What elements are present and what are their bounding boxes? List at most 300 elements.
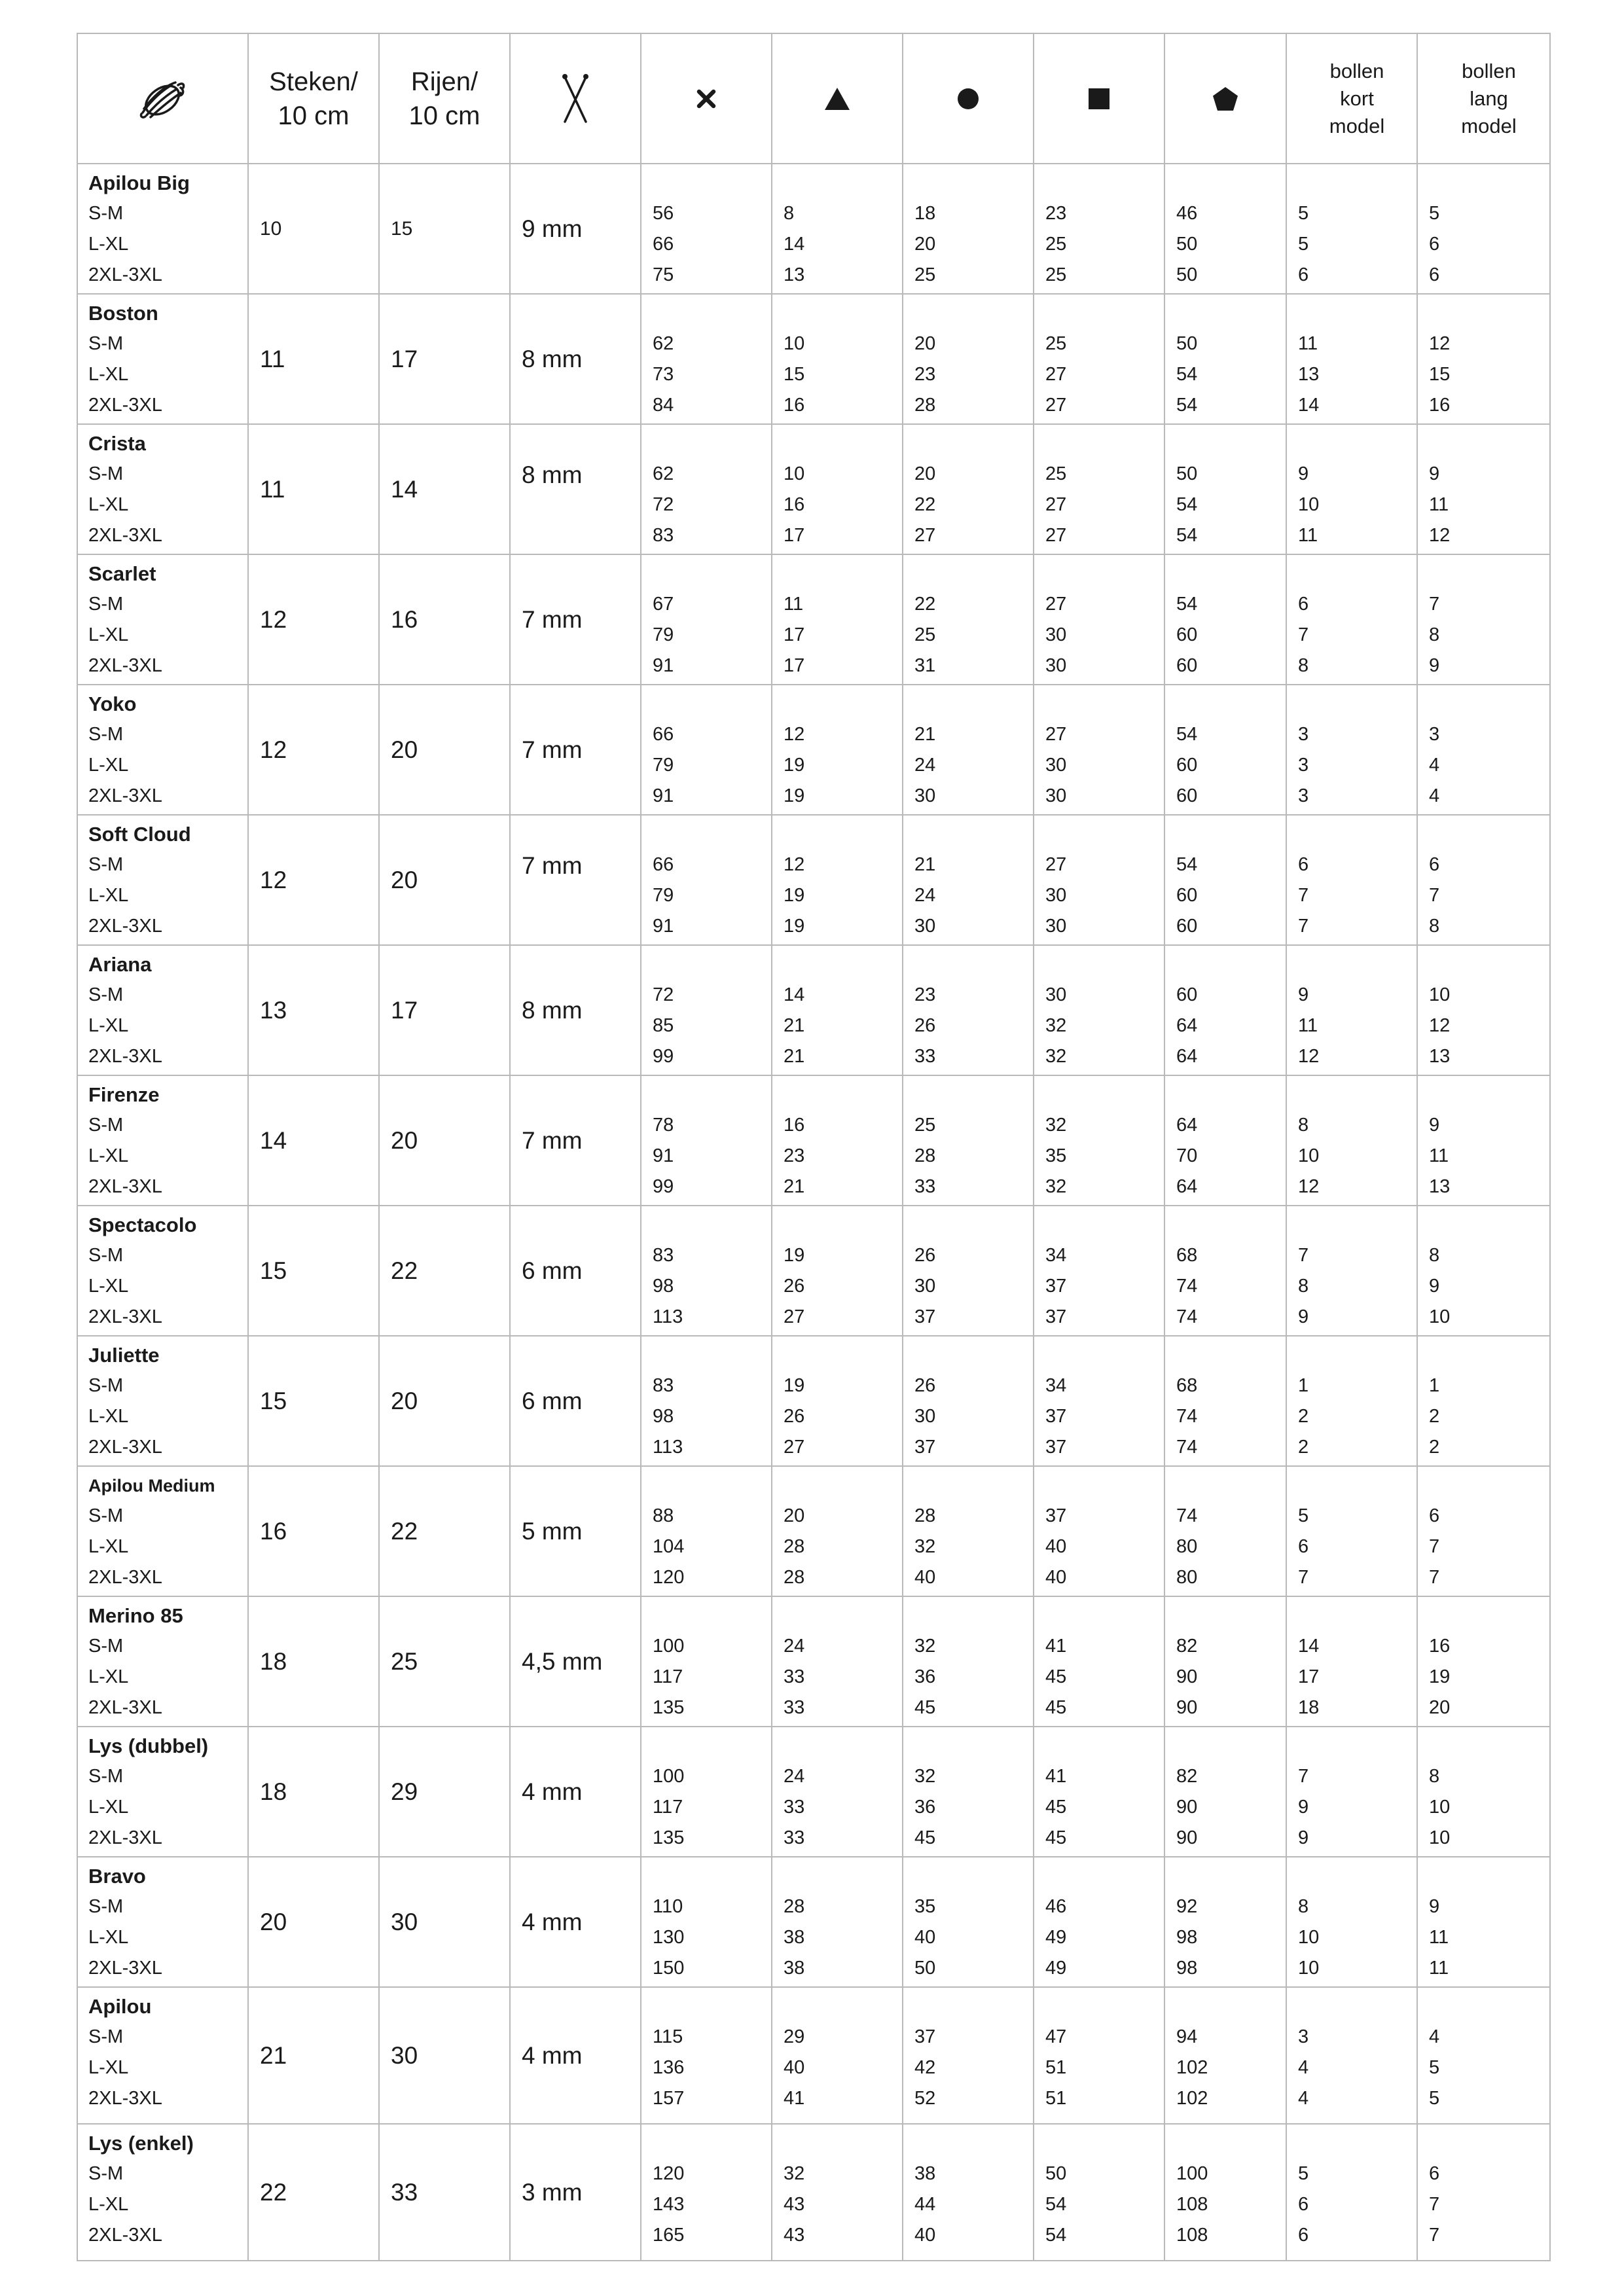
value: 19 — [784, 1245, 805, 1266]
value: 113 — [653, 1437, 683, 1458]
needle-cell: 7 mm — [510, 1075, 641, 1206]
value: 6 — [1429, 854, 1440, 875]
value: 4 — [1429, 755, 1440, 776]
cross-cell — [641, 2124, 772, 2261]
rows-cell: 30 — [379, 1857, 510, 1987]
value: 27 — [914, 525, 936, 546]
pentagon-cell — [1164, 1075, 1286, 1206]
value: 11 — [1298, 525, 1318, 546]
header-needles — [510, 33, 641, 164]
size-label: S-M — [88, 333, 124, 354]
value: 30 — [1045, 785, 1067, 806]
triangle-cell — [772, 1336, 903, 1466]
value: 4 — [1429, 785, 1440, 806]
square-cell — [1034, 1206, 1164, 1336]
value: 79 — [653, 624, 674, 645]
value: 8 — [1429, 1245, 1440, 1266]
stitches-cell: 18 — [248, 1596, 379, 1727]
long-cell — [1417, 1466, 1550, 1596]
cross-icon — [695, 88, 717, 110]
value: 117 — [653, 1797, 683, 1818]
rows-cell: 20 — [379, 1336, 510, 1466]
yarn-name: Apilou — [88, 1995, 152, 2018]
value: 50 — [1176, 333, 1198, 354]
table-row — [77, 424, 1550, 554]
value: 7 — [1298, 885, 1309, 906]
value: 8 — [1298, 1276, 1309, 1297]
value: 54 — [1176, 594, 1198, 615]
value: 83 — [653, 1245, 674, 1266]
long-cell — [1417, 1727, 1550, 1857]
value: 34 — [1045, 1245, 1067, 1266]
value: 10 — [1298, 494, 1320, 515]
value: 35 — [1045, 1145, 1067, 1166]
value: 20 — [914, 234, 936, 255]
circle-cell — [903, 1596, 1034, 1727]
value: 10 — [1429, 1797, 1451, 1818]
circle-cell — [903, 1206, 1034, 1336]
size-label: 2XL-3XL — [88, 916, 162, 937]
value: 66 — [653, 234, 674, 255]
value: 120 — [653, 1567, 685, 1588]
value: 45 — [914, 1827, 936, 1848]
cross-cell — [641, 1336, 772, 1466]
value: 60 — [1176, 755, 1198, 776]
size-label: L-XL — [88, 1797, 129, 1818]
value: 135 — [653, 1697, 685, 1718]
value: 50 — [914, 1958, 936, 1979]
cross-cell — [641, 1727, 772, 1857]
value: 40 — [914, 1927, 936, 1948]
triangle-cell — [772, 424, 903, 554]
long-cell — [1417, 2124, 1550, 2261]
yarn-name: Bravo — [88, 1865, 146, 1888]
pentagon-icon — [1212, 86, 1238, 111]
value: 11 — [1429, 1145, 1449, 1166]
square-icon — [1089, 88, 1110, 109]
value: 11 — [1429, 494, 1449, 515]
rows-cell: 16 — [379, 554, 510, 685]
cross-cell — [641, 685, 772, 815]
size-label: L-XL — [88, 885, 129, 906]
value: 5 — [1298, 203, 1309, 224]
value: 7 — [1298, 1766, 1309, 1787]
square-cell — [1034, 945, 1164, 1075]
triangle-icon — [824, 87, 850, 111]
size-label: L-XL — [88, 755, 129, 776]
long-cell — [1417, 815, 1550, 945]
cross-cell — [641, 424, 772, 554]
value: 4 — [1429, 2026, 1440, 2047]
triangle-cell — [772, 1987, 903, 2124]
stitches-cell: 12 — [248, 554, 379, 685]
value: 49 — [1045, 1927, 1067, 1948]
header-size-circle — [903, 33, 1034, 164]
square-cell — [1034, 1857, 1164, 1987]
long-cell — [1417, 1075, 1550, 1206]
cross-cell — [641, 945, 772, 1075]
value: 13 — [1429, 1046, 1451, 1067]
stitches-cell: 18 — [248, 1727, 379, 1857]
value: 150 — [653, 1958, 685, 1979]
size-label: S-M — [88, 2163, 124, 2184]
long-cell — [1417, 1987, 1550, 2124]
value: 32 — [784, 2163, 805, 2184]
table-row — [77, 1987, 1550, 2124]
value: 10 — [784, 463, 805, 484]
value: 30 — [1045, 916, 1067, 937]
value: 34 — [1045, 1375, 1067, 1396]
value: 12 — [1429, 1015, 1451, 1036]
value: 35 — [914, 1896, 936, 1917]
value: 44 — [914, 2194, 936, 2215]
table-row — [77, 945, 1550, 1075]
square-cell — [1034, 1336, 1164, 1466]
value: 5 — [1429, 2088, 1440, 2109]
size-label: S-M — [88, 724, 124, 745]
size-label: L-XL — [88, 364, 129, 385]
value: 45 — [1045, 1797, 1067, 1818]
value: 43 — [784, 2194, 805, 2215]
value: 3 — [1298, 785, 1309, 806]
rows-cell: 20 — [379, 1075, 510, 1206]
value: 5 — [1429, 203, 1440, 224]
stitches-cell: 12 — [248, 685, 379, 815]
value: 157 — [653, 2088, 685, 2109]
value: 9 — [1429, 1276, 1440, 1297]
value: 28 — [914, 1145, 936, 1166]
circle-cell — [903, 1336, 1034, 1466]
square-cell — [1034, 554, 1164, 685]
triangle-cell — [772, 685, 903, 815]
value: 14 — [1298, 1636, 1320, 1657]
size-label: 2XL-3XL — [88, 525, 162, 546]
value: 21 — [914, 854, 936, 875]
short-cell — [1286, 164, 1417, 294]
value: 6 — [1298, 264, 1309, 285]
value: 24 — [914, 885, 936, 906]
value: 11 — [1429, 1958, 1449, 1979]
circle-cell — [903, 2124, 1034, 2261]
value: 13 — [784, 264, 805, 285]
value: 38 — [914, 2163, 936, 2184]
value: 14 — [784, 984, 805, 1005]
value: 47 — [1045, 2026, 1067, 2047]
long-cell — [1417, 1596, 1550, 1727]
stitches-cell: 15 — [248, 1336, 379, 1466]
yarn-name: Apilou Medium — [88, 1476, 215, 1496]
triangle-cell — [772, 554, 903, 685]
table-row — [77, 1075, 1550, 1206]
value: 56 — [653, 203, 674, 224]
value: 72 — [653, 494, 674, 515]
value: 10 — [1298, 1145, 1320, 1166]
value: 100 — [653, 1636, 685, 1657]
size-label: 2XL-3XL — [88, 785, 162, 806]
value: 40 — [784, 2057, 805, 2078]
value: 5 — [1298, 2163, 1309, 2184]
value: 51 — [1045, 2057, 1067, 2078]
pentagon-cell — [1164, 1336, 1286, 1466]
value: 33 — [784, 1797, 805, 1818]
value: 42 — [914, 2057, 936, 2078]
value: 50 — [1176, 463, 1198, 484]
value: 45 — [914, 1697, 936, 1718]
value: 60 — [1176, 624, 1198, 645]
value: 20 — [784, 1505, 805, 1526]
value: 99 — [653, 1046, 674, 1067]
size-label: L-XL — [88, 624, 129, 645]
size-label: S-M — [88, 2026, 124, 2047]
table-row — [77, 1857, 1550, 1987]
value: 4 — [1298, 2057, 1309, 2078]
rows-cell: 17 — [379, 945, 510, 1075]
value: 40 — [1045, 1567, 1067, 1588]
value: 16 — [784, 395, 805, 416]
value: 37 — [914, 2026, 936, 2047]
rows-cell: 14 — [379, 424, 510, 554]
stitches-cell: 14 — [248, 1075, 379, 1206]
yarn-cell — [77, 1857, 248, 1987]
value: 54 — [1045, 2225, 1067, 2246]
yarn-name: Lys (enkel) — [88, 2132, 194, 2155]
value: 20 — [914, 463, 936, 484]
size-label: S-M — [88, 1766, 124, 1787]
yarn-cell — [77, 1206, 248, 1336]
value: 13 — [1298, 364, 1320, 385]
circle-cell — [903, 1727, 1034, 1857]
value: 83 — [653, 1375, 674, 1396]
yarn-cell — [77, 685, 248, 815]
pentagon-cell — [1164, 1206, 1286, 1336]
value: 37 — [1045, 1276, 1067, 1297]
value: 135 — [653, 1827, 685, 1848]
value: 38 — [784, 1927, 805, 1948]
value: 25 — [1045, 264, 1067, 285]
value: 6 — [1429, 1505, 1440, 1526]
long-cell — [1417, 554, 1550, 685]
value: 10 — [1298, 1927, 1320, 1948]
value: 117 — [653, 1666, 683, 1687]
needle-cell: 7 mm — [510, 685, 641, 815]
value: 51 — [1045, 2088, 1067, 2109]
triangle-cell — [772, 1075, 903, 1206]
value: 102 — [1176, 2057, 1208, 2078]
value: 30 — [1045, 655, 1067, 676]
value: 27 — [1045, 395, 1067, 416]
value: 78 — [653, 1115, 674, 1136]
value: 19 — [784, 885, 805, 906]
yarn-cell — [77, 1466, 248, 1596]
value: 6 — [1298, 854, 1309, 875]
circle-cell — [903, 945, 1034, 1075]
needle-cell: 7 mm — [510, 554, 641, 685]
pentagon-cell — [1164, 554, 1286, 685]
value: 8 — [1298, 655, 1309, 676]
size-label: 2XL-3XL — [88, 1958, 162, 1979]
value: 64 — [1176, 1115, 1198, 1136]
value: 19 — [1429, 1666, 1451, 1687]
value: 3 — [1298, 724, 1309, 745]
value: 5 — [1429, 2057, 1440, 2078]
value: 26 — [914, 1245, 936, 1266]
value: 91 — [653, 785, 674, 806]
size-label: 2XL-3XL — [88, 655, 162, 676]
value: 98 — [1176, 1927, 1198, 1948]
table-row — [77, 1336, 1550, 1466]
value: 25 — [1045, 333, 1067, 354]
value: 30 — [914, 916, 936, 937]
circle-cell — [903, 294, 1034, 424]
stitches-cell: 12 — [248, 815, 379, 945]
value: 26 — [914, 1375, 936, 1396]
value: 32 — [914, 1536, 936, 1557]
value: 9 — [1298, 1827, 1309, 1848]
long-cell — [1417, 945, 1550, 1075]
value: 37 — [914, 1306, 936, 1327]
value: 19 — [784, 755, 805, 776]
value: 9 — [1429, 463, 1440, 484]
yarn-name: Merino 85 — [88, 1604, 183, 1627]
long-cell — [1417, 685, 1550, 815]
value: 27 — [1045, 854, 1067, 875]
value: 25 — [914, 1115, 936, 1136]
pentagon-cell — [1164, 1727, 1286, 1857]
value: 94 — [1176, 2026, 1198, 2047]
value: 113 — [653, 1306, 683, 1327]
size-label: S-M — [88, 1896, 124, 1917]
size-label: 2XL-3XL — [88, 1306, 162, 1327]
value: 29 — [784, 2026, 805, 2047]
yarn-cell — [77, 164, 248, 294]
yarn-cell — [77, 945, 248, 1075]
value: 37 — [1045, 1406, 1067, 1427]
value: 100 — [1176, 2163, 1208, 2184]
pentagon-cell — [1164, 1466, 1286, 1596]
value: 9 — [1298, 1306, 1309, 1327]
value: 24 — [784, 1636, 805, 1657]
triangle-cell — [772, 945, 903, 1075]
short-cell — [1286, 554, 1417, 685]
value: 90 — [1176, 1827, 1198, 1848]
circle-cell — [903, 1075, 1034, 1206]
value: 136 — [653, 2057, 685, 2078]
square-cell — [1034, 1466, 1164, 1596]
value: 33 — [784, 1666, 805, 1687]
square-cell — [1034, 424, 1164, 554]
value: 5 — [1298, 234, 1309, 255]
value: 50 — [1176, 264, 1198, 285]
value: 22 — [914, 594, 936, 615]
size-label: L-XL — [88, 1927, 129, 1948]
value: 49 — [1045, 1958, 1067, 1979]
value: 26 — [784, 1276, 805, 1297]
value: 10 — [1298, 1958, 1320, 1979]
rows-cell: 22 — [379, 1206, 510, 1336]
value: 3 — [1298, 755, 1309, 776]
size-label: S-M — [88, 1505, 124, 1526]
needle-cell: 9 mm — [510, 164, 641, 294]
header-size-triangle — [772, 33, 903, 164]
triangle-cell — [772, 1206, 903, 1336]
value: 9 — [1298, 1797, 1309, 1818]
short-cell — [1286, 1075, 1417, 1206]
value: 1 — [1429, 1375, 1440, 1396]
value: 6 — [1298, 2225, 1309, 2246]
pentagon-cell — [1164, 1857, 1286, 1987]
stitches-cell: 11 — [248, 424, 379, 554]
header-size-pentagon — [1164, 33, 1286, 164]
value: 104 — [653, 1536, 685, 1557]
value: 2 — [1429, 1406, 1440, 1427]
value: 91 — [653, 655, 674, 676]
stitches-cell: 15 — [248, 1206, 379, 1336]
value: 32 — [1045, 1176, 1067, 1197]
short-cell — [1286, 1596, 1417, 1727]
value: 30 — [1045, 984, 1067, 1005]
value: 100 — [653, 1766, 685, 1787]
value: 21 — [784, 1176, 805, 1197]
table-row — [77, 1596, 1550, 1727]
value: 32 — [1045, 1046, 1067, 1067]
value: 17 — [784, 655, 805, 676]
value: 91 — [653, 916, 674, 937]
value: 17 — [784, 525, 805, 546]
circle-cell — [903, 554, 1034, 685]
value: 28 — [914, 1505, 936, 1526]
value: 12 — [784, 724, 805, 745]
value: 45 — [1045, 1827, 1067, 1848]
table-row — [77, 164, 1550, 294]
value: 64 — [1176, 1176, 1198, 1197]
value: 31 — [914, 655, 936, 676]
value: 99 — [653, 1176, 674, 1197]
size-label: S-M — [88, 1115, 124, 1136]
value: 17 — [1298, 1666, 1320, 1687]
value: 25 — [1045, 234, 1067, 255]
value: 23 — [914, 984, 936, 1005]
value: 20 — [914, 333, 936, 354]
value: 50 — [1045, 2163, 1067, 2184]
value: 88 — [653, 1505, 674, 1526]
value: 108 — [1176, 2194, 1208, 2215]
size-label: L-XL — [88, 1015, 129, 1036]
stitches-cell: 22 — [248, 2124, 379, 2261]
needle-cell: 7 mm — [510, 815, 641, 945]
value: 110 — [653, 1896, 683, 1917]
triangle-cell — [772, 815, 903, 945]
value: 92 — [1176, 1896, 1198, 1917]
size-label: 2XL-3XL — [88, 2225, 162, 2246]
value: 30 — [914, 785, 936, 806]
size-label: S-M — [88, 984, 124, 1005]
size-label: 2XL-3XL — [88, 1046, 162, 1067]
value: 9 — [1429, 1896, 1440, 1917]
needle-cell: 4 mm — [510, 1727, 641, 1857]
cross-cell — [641, 815, 772, 945]
value: 120 — [653, 2163, 685, 2184]
size-label: L-XL — [88, 1536, 129, 1557]
yarn-cell — [77, 554, 248, 685]
value: 15 — [784, 364, 805, 385]
yarn-name: Ariana — [88, 953, 152, 976]
rows-cell: 30 — [379, 1987, 510, 2124]
pentagon-cell — [1164, 815, 1286, 945]
value: 10 — [784, 333, 805, 354]
yarn-name: Soft Cloud — [88, 823, 191, 846]
value: 33 — [914, 1176, 936, 1197]
value: 54 — [1176, 494, 1198, 515]
